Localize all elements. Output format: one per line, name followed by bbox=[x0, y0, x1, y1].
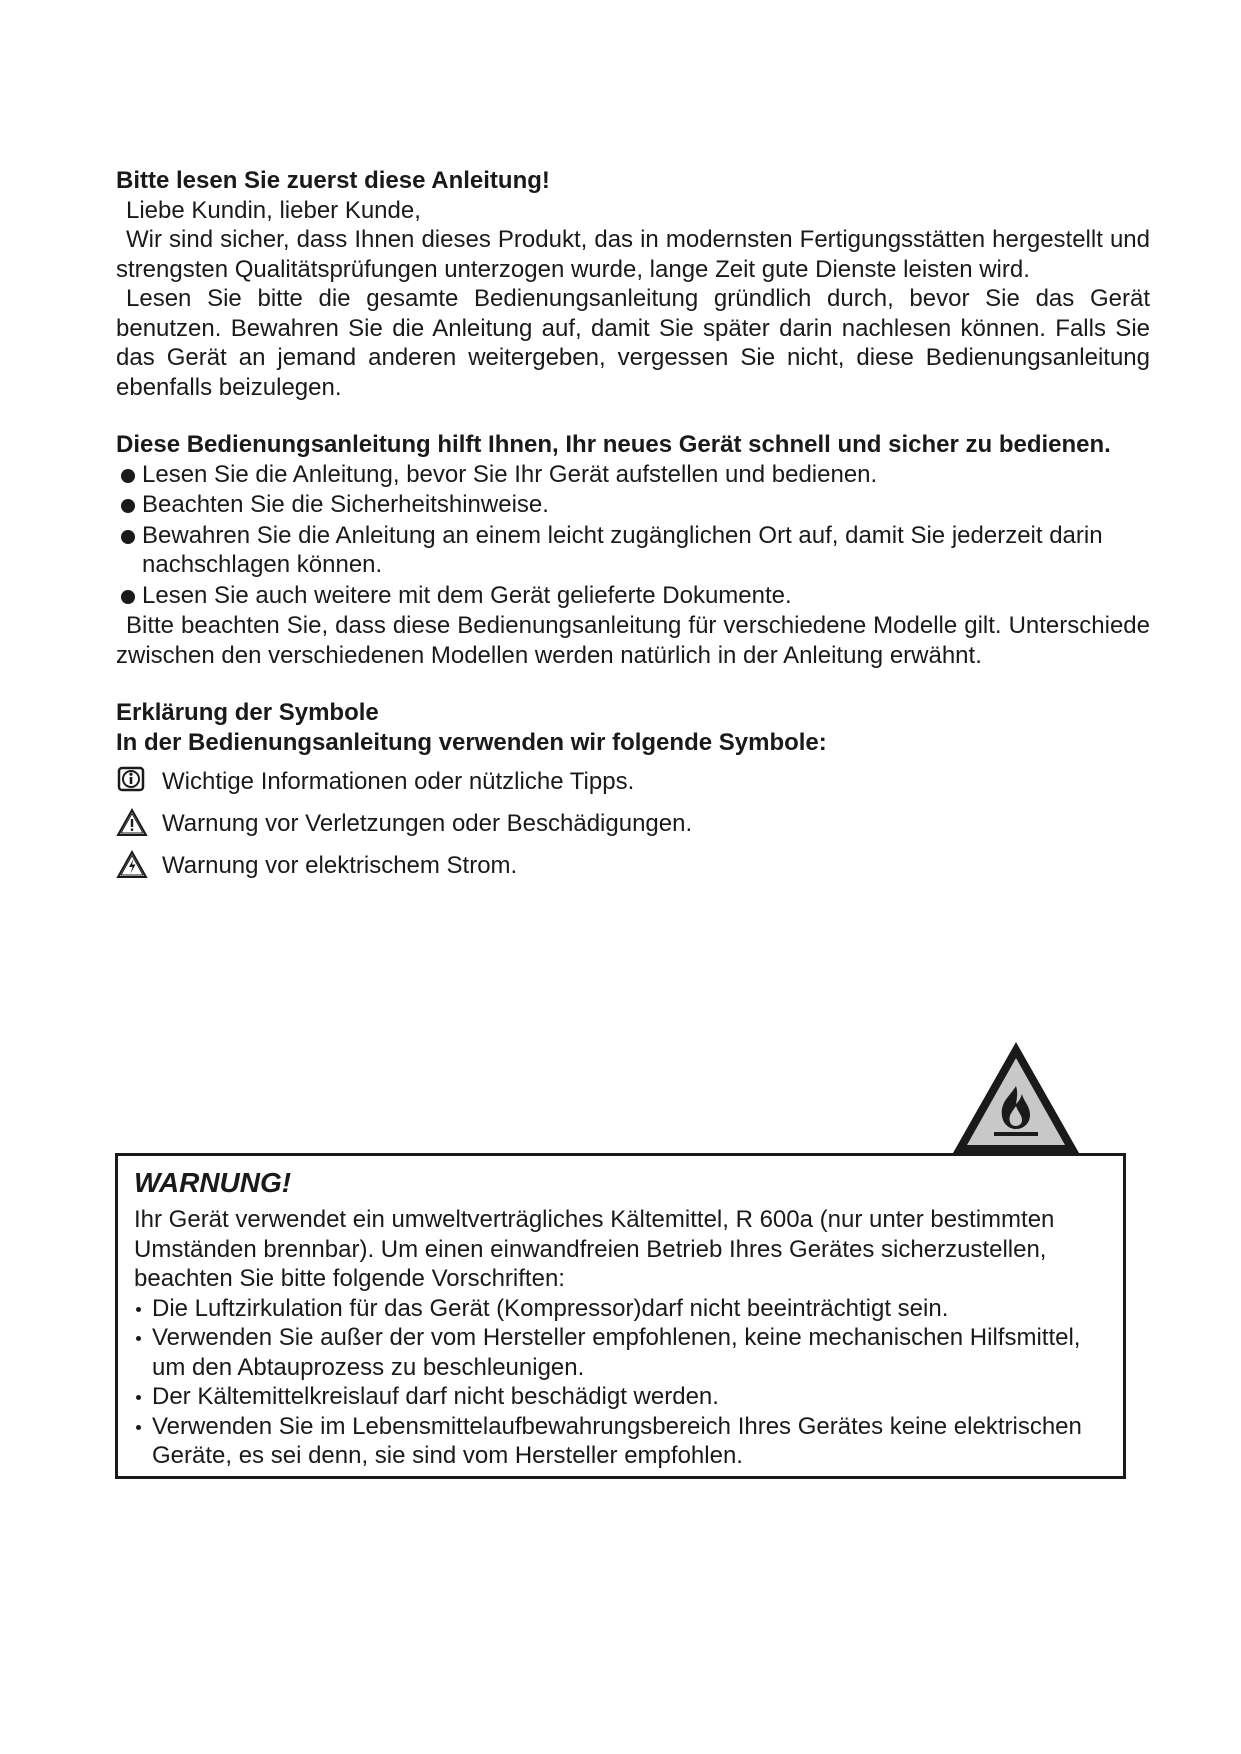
bullet-icon bbox=[136, 1425, 141, 1430]
symbol-text-electric: Warnung vor elektrischem Strom. bbox=[162, 852, 518, 879]
bullet-icon bbox=[136, 1307, 141, 1312]
symbol-row-warning bbox=[116, 807, 1150, 849]
electric-warning-icon bbox=[116, 849, 148, 881]
warning-bullet-list bbox=[134, 1294, 1105, 1471]
list-item: Beachten Sie die Sicherheitshinweise. bbox=[116, 490, 1150, 520]
symbol-text-warning: Warnung vor Verletzungen oder Beschädigungen. bbox=[162, 810, 693, 837]
bullet-icon bbox=[136, 1395, 141, 1400]
help-heading: Diese Bedienungsanleitung hilft Ihnen, Ihr neues Gerät schnell und sicher zu bedienen. bbox=[116, 431, 1111, 458]
info-icon bbox=[116, 765, 148, 797]
bullet-icon bbox=[121, 499, 135, 513]
symbols-heading: Erklärung der Symbole bbox=[116, 699, 379, 726]
warning-box bbox=[115, 1153, 1126, 1479]
list-item: Verwenden Sie außer der vom Hersteller empfohlenen, keine mechanischen Hilfsmittel, um den Abtauprozess zu beschleunigen. bbox=[134, 1323, 1105, 1382]
symbol-text-info: Wichtige Informationen oder nützliche Tipps. bbox=[162, 768, 635, 795]
intro-paragraph-2: Lesen Sie bitte die gesamte Bedienungsanleitung gründlich durch, bevor Sie das Gerät benutzen. Bewahren Sie die Anleitung auf, damit Sie später darin nachlesen können. Falls Sie das Gerät an jemand anderen weitergeben, vergessen Sie nicht, diese Bedienungsanleitung ebenfalls beizulegen. bbox=[116, 285, 1150, 401]
flammable-warning-icon bbox=[950, 1038, 1082, 1156]
list-item: Bewahren Sie die Anleitung an einem leicht zugänglichen Ort auf, damit Sie jederzeit darin nachschlagen können. bbox=[116, 521, 1150, 580]
bullet-icon bbox=[121, 590, 135, 604]
intro-heading: Bitte lesen Sie zuerst diese Anleitung! bbox=[116, 167, 550, 194]
list-item: Der Kältemittelkreislauf darf nicht beschädigt werden. bbox=[134, 1382, 1105, 1412]
intro-paragraph-1: Wir sind sicher, dass Ihnen dieses Produkt, das in modernsten Fertigungsstätten hergestellt und strengsten Qualitätsprüfungen unterzogen wurde, lange Zeit gute Dienste leisten wird. bbox=[116, 226, 1150, 283]
help-bullet-list bbox=[116, 460, 1150, 611]
symbol-row-info bbox=[116, 765, 1150, 807]
manual-page bbox=[116, 166, 1150, 891]
bullet-icon bbox=[136, 1336, 141, 1341]
list-item: Verwenden Sie im Lebensmittelaufbewahrungsbereich Ihres Gerätes keine elektrischen Geräte, es sei denn, sie sind vom Hersteller empfohlen. bbox=[134, 1412, 1105, 1471]
warning-triangle-icon bbox=[116, 807, 148, 839]
symbols-subheading: In der Bedienungsanleitung verwenden wir folgende Symbole: bbox=[116, 728, 827, 756]
bullet-icon bbox=[121, 530, 135, 544]
warning-title: WARNUNG! bbox=[134, 1167, 292, 1198]
list-item: Die Luftzirkulation für das Gerät (Kompressor)darf nicht beeinträchtigt sein. bbox=[134, 1294, 1105, 1324]
list-item: Lesen Sie die Anleitung, bevor Sie Ihr Gerät aufstellen und bedienen. bbox=[116, 460, 1150, 490]
greeting: Liebe Kundin, lieber Kunde, bbox=[126, 196, 421, 224]
bullet-icon bbox=[121, 469, 135, 483]
list-item: Lesen Sie auch weitere mit dem Gerät gelieferte Dokumente. bbox=[116, 581, 1150, 611]
warning-text: Ihr Gerät verwendet ein umweltverträgliches Kältemittel, R 600a (nur unter bestimmten Umständen brennbar). Um einen einwandfreien Betrieb Ihres Gerätes sicherzustellen, beachten Sie bitte folgende Vorschriften: bbox=[134, 1206, 1055, 1292]
symbol-row-electric bbox=[116, 849, 1150, 891]
models-note: Bitte beachten Sie, dass diese Bedienungsanleitung für verschiedene Modelle gilt. Unterschiede zwischen den verschiedenen Modellen werden natürlich in der Anleitung erwähnt. bbox=[116, 612, 1150, 669]
